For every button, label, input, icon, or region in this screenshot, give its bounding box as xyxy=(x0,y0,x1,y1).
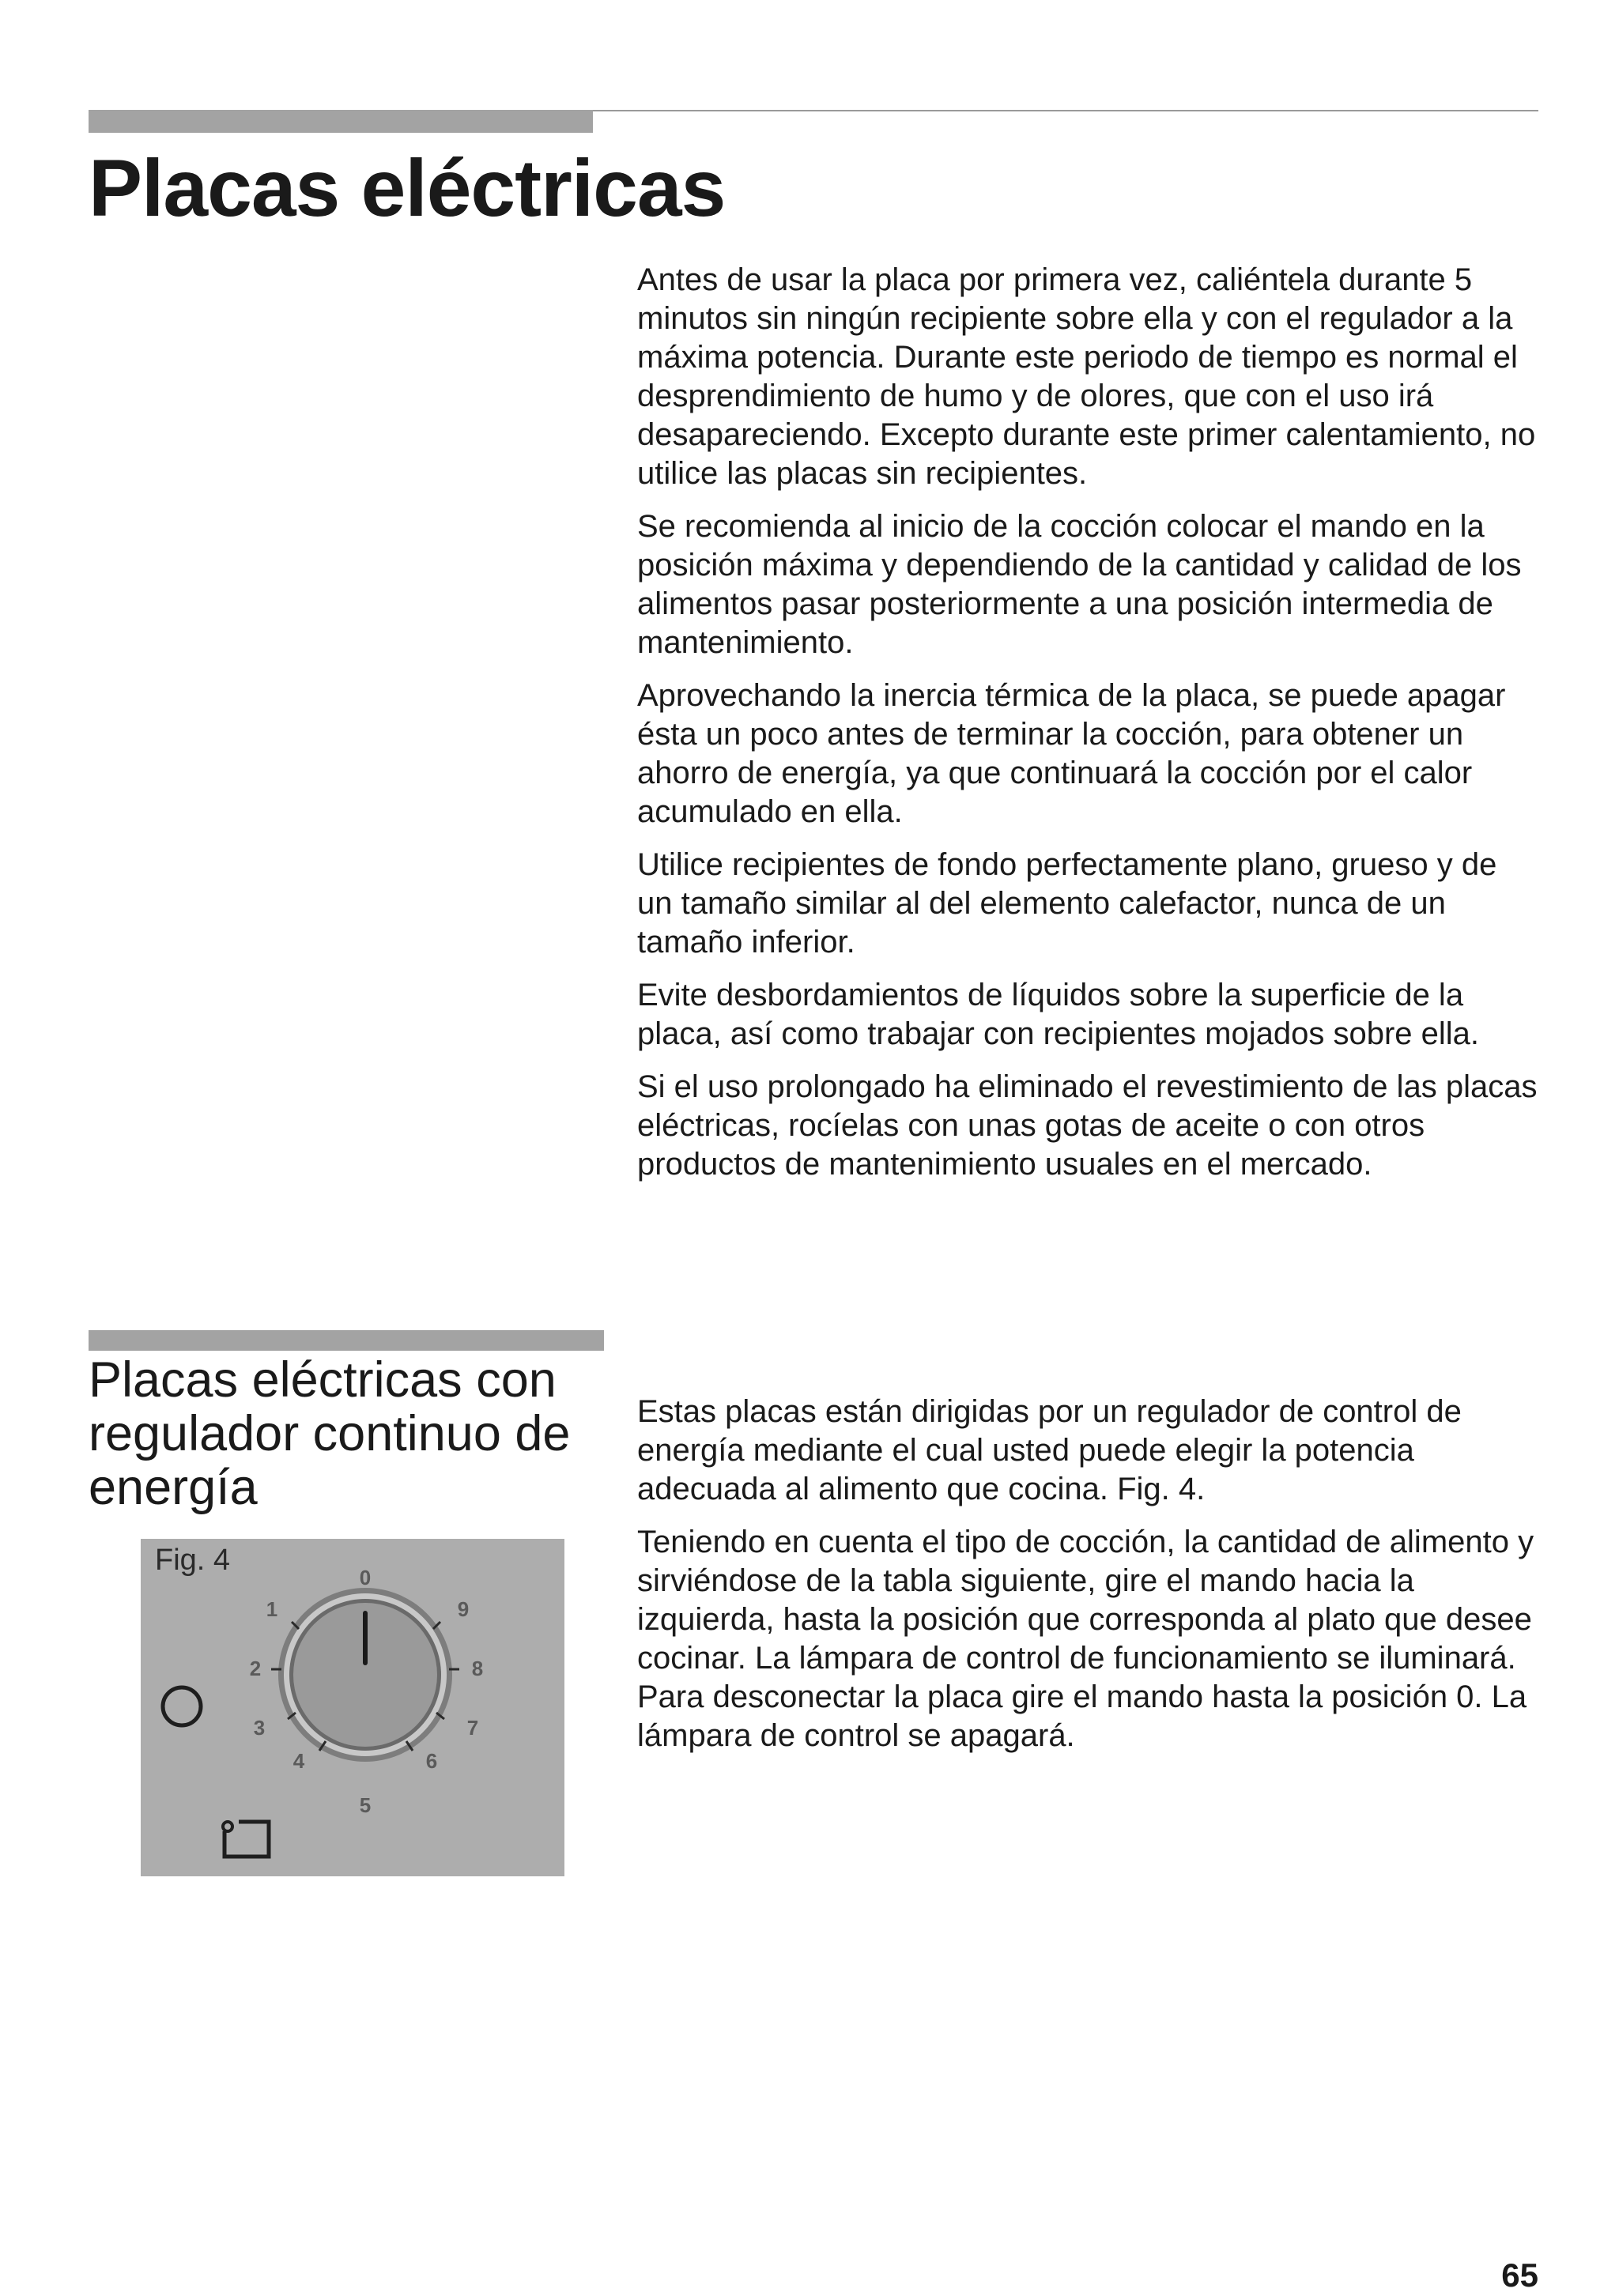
dial-label-2: 2 xyxy=(249,1657,262,1680)
dial-label-0: 0 xyxy=(359,1566,372,1589)
dial-label-3: 3 xyxy=(253,1716,266,1740)
dial-illustration xyxy=(141,1539,564,1876)
paragraph: Antes de usar la placa por primera vez, caliéntela durante 5 minutos sin ningún recipiente sobre ella y con el regulador a la máxima potencia. Durante este periodo de tiempo es normal el desprendimiento de humo y de olores, que con el uso irá desapareciendo. Excepto durante este primer calentamiento, no utilice las placas sin recipientes. xyxy=(637,262,1536,491)
dial-label-6: 6 xyxy=(425,1749,438,1773)
paragraph: Estas placas están dirigidas por un regulador de control de energía mediante el cual usted puede elegir la potencia adecuada al alimento que cocina. Fig. 4. xyxy=(637,1394,1462,1506)
section-rule xyxy=(89,1330,604,1351)
dial-label-7: 7 xyxy=(466,1716,479,1740)
dial-label-4: 4 xyxy=(292,1749,305,1773)
figure-control-dial xyxy=(141,1539,564,1876)
paragraph: Se recomienda al inicio de la cocción colocar el mando en la posición máxima y dependiendo de la cantidad y calidad de los alimentos pasar posteriormente a una posición intermedia de mantenimiento. xyxy=(637,509,1522,660)
dial-label-8: 8 xyxy=(471,1657,484,1680)
hotplate-dot-icon xyxy=(223,1822,232,1831)
paragraph: Evite desbordamientos de líquidos sobre la superficie de la placa, así como trabajar con recipientes mojados sobre ella. xyxy=(637,978,1479,1051)
figure-caption: Fig. 4 xyxy=(155,1544,231,1577)
section-heading: Placas eléctricas con regulador continuo de energía xyxy=(89,1352,571,1515)
page-number: 65 xyxy=(1501,2256,1538,2294)
section2-body xyxy=(637,1393,1538,1770)
section1-body xyxy=(637,261,1538,1198)
page-title: Placas eléctricas xyxy=(89,143,726,233)
paragraph: Aprovechando la inercia térmica de la placa, se puede apagar ésta un poco antes de terminar la cocción, para obtener un ahorro de energía, ya que continuará la cocción por el calor acumulado en ella. xyxy=(637,678,1506,829)
paragraph: Utilice recipientes de fondo perfectamente plano, grueso y de un tamaño similar al del elemento calefactor, nunca de un tamaño inferior. xyxy=(637,847,1497,959)
dial-label-1: 1 xyxy=(266,1597,278,1621)
paragraph: Teniendo en cuenta el tipo de cocción, la cantidad de alimento y sirviéndose de la tabla siguiente, gire el mando hacia la izquierda, hasta la posición que corresponda al plato que desee cocinar. La lámpara de control de funcionamiento se iluminará. Para desconectar la placa gire el mando hasta la posición 0. La lámpara de control se apagará. xyxy=(637,1525,1534,1753)
lamp-icon xyxy=(163,1687,201,1725)
dial-label-5: 5 xyxy=(359,1793,372,1817)
header-rule-accent xyxy=(89,110,593,133)
dial-label-9: 9 xyxy=(457,1597,470,1621)
paragraph: Si el uso prolongado ha eliminado el revestimiento de las placas eléctricas, rocíelas con unas gotas de aceite o con otros productos de mantenimiento usuales en el mercado. xyxy=(637,1069,1538,1182)
